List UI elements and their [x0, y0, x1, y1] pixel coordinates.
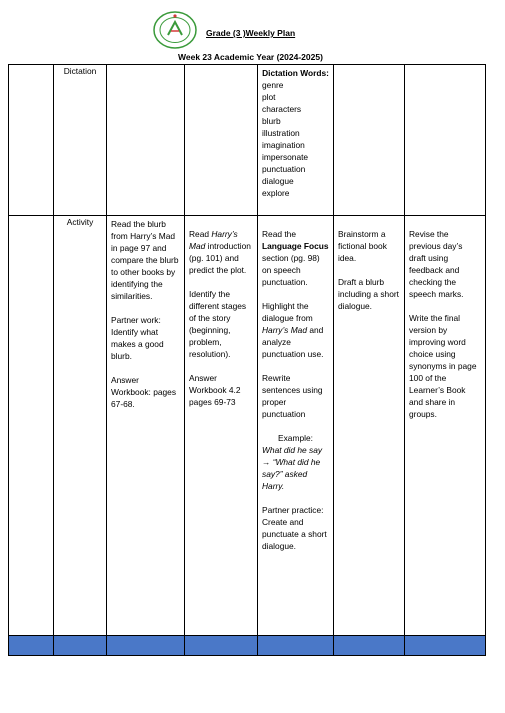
dictation-word: explore [262, 188, 290, 198]
activity-text: Partner practice: Create and punctuate a short dialogue. [262, 505, 327, 551]
footer-cell [334, 636, 405, 656]
footer-cell [185, 636, 258, 656]
dictation-word: blurb [262, 116, 281, 126]
activity-day5-cell [405, 216, 486, 636]
empty-cell [107, 65, 185, 216]
footer-cell [54, 636, 107, 656]
dictation-word: plot [262, 92, 276, 102]
activity-text: Identify the different stages of the story (beginning, problem, resolution). [189, 289, 247, 359]
activity-text: Read the blurb from Harry’s Mad in page 97 and compare the blurb to other books by identifying the similarities. [111, 219, 179, 301]
activity-text: Brainstorm a fictional book idea. [338, 229, 387, 263]
dictation-word: punctuation [262, 164, 306, 174]
activity-text: Answer Workbook 4.2 pages 69-73 [189, 373, 241, 407]
activity-text: Rewrite sentences using proper punctuation [262, 373, 323, 419]
dictation-words-cell [258, 65, 334, 216]
dictation-heading: Dictation Words: [262, 68, 329, 78]
activity-day3-cell [258, 216, 334, 636]
empty-cell [405, 65, 486, 216]
activity-day1-cell [107, 216, 185, 636]
activity-text: Example: [278, 433, 313, 443]
activity-label: Activity [54, 216, 107, 636]
activity-text: Highlight the dialogue from Harry’s Mad and analyze punctuation use. [262, 301, 324, 359]
activity-text: Partner work: Identify what makes a good blurb. [111, 315, 164, 361]
footer-cell [405, 636, 486, 656]
activity-text: Draft a blurb including a short dialogue. [338, 277, 399, 311]
footer-cell [107, 636, 185, 656]
activity-text: Revise the previous day’s draft using feedback and checking the speech marks. [409, 229, 464, 299]
dictation-word: impersonate [262, 152, 309, 162]
activity-row [9, 216, 486, 636]
dictation-word: illustration [262, 128, 300, 138]
activity-text: What did he say → “What did he say?” asked Harry. [262, 445, 323, 491]
footer-row [9, 636, 486, 656]
page-subtitle: Week 23 Academic Year (2024-2025) [178, 52, 323, 62]
activity-day2-cell [185, 216, 258, 636]
dictation-word: genre [262, 80, 284, 90]
dictation-word: imagination [262, 140, 305, 150]
activity-text: Read the Language Focus section (pg. 98) on speech punctuation. [262, 229, 329, 287]
dictation-word: dialogue [262, 176, 294, 186]
empty-cell [9, 216, 54, 636]
dictation-label: Dictation [54, 65, 107, 216]
dictation-row [9, 65, 486, 216]
school-logo [152, 10, 198, 50]
activity-text: Write the final version by improving word choice using synonyms in page 100 of the Learner’s Book and share in groups. [409, 313, 477, 419]
empty-cell [334, 65, 405, 216]
empty-cell [185, 65, 258, 216]
weekly-plan-table [8, 64, 486, 656]
footer-cell [9, 636, 54, 656]
footer-cell [258, 636, 334, 656]
dictation-word: characters [262, 104, 302, 114]
activity-text: Read Harry’s Mad introduction (pg. 101) and predict the plot. [189, 229, 251, 275]
empty-cell [9, 65, 54, 216]
activity-day4-cell [334, 216, 405, 636]
page-title: Grade (3 )Weekly Plan [206, 28, 296, 38]
activity-text: Answer Workbook: pages 67-68. [111, 375, 177, 409]
